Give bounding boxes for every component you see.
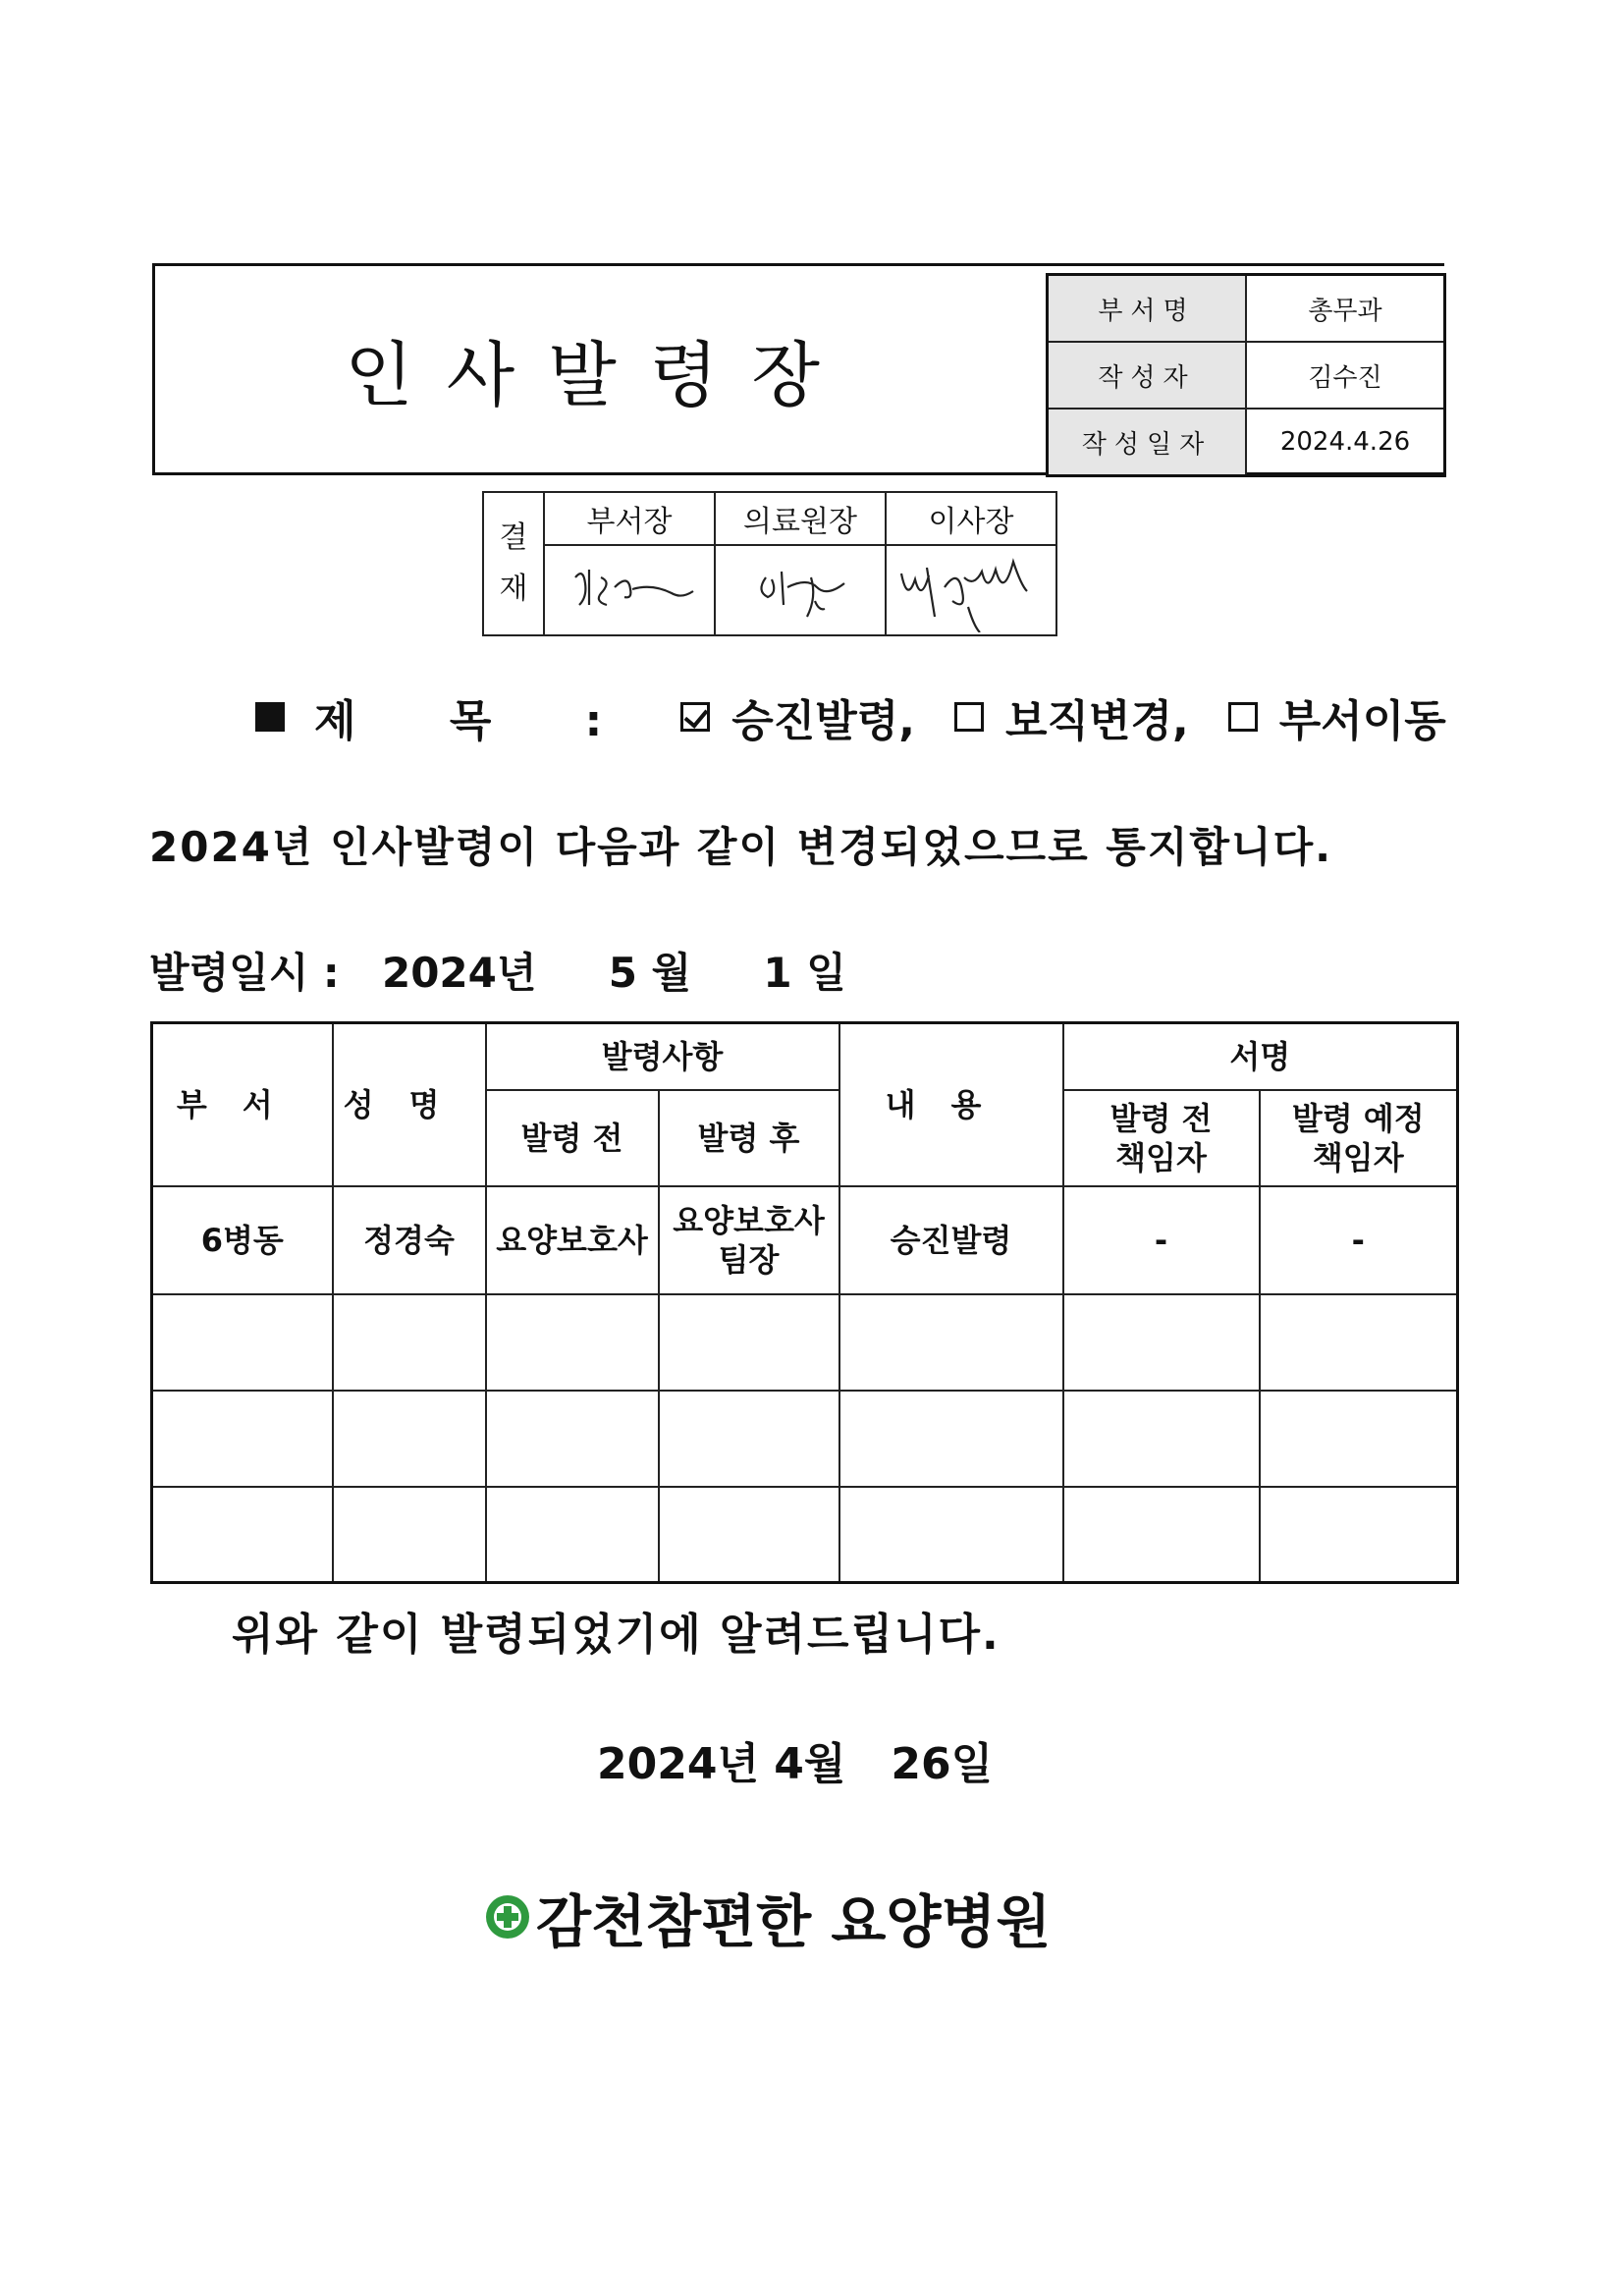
- meta-label-date: 작성일자: [1048, 409, 1247, 476]
- header-sig-after: 발령 예정 책임자: [1260, 1090, 1458, 1186]
- approval-role-director: 의료원장: [715, 492, 886, 545]
- header-dept: 부서: [152, 1023, 333, 1186]
- table-row-empty: [152, 1487, 1458, 1583]
- closing-text: 위와 같이 발령되었기에 알려드립니다.: [232, 1610, 1001, 1660]
- meta-value-department: 총무과: [1246, 275, 1445, 343]
- signature-chairman: [886, 545, 1056, 635]
- cell-content: 승진발령: [839, 1186, 1063, 1294]
- option-position-change: 보직변경,: [1004, 696, 1189, 746]
- effective-date-label: 발령일시 :: [149, 949, 340, 997]
- effective-date-day: 1 일: [763, 949, 846, 997]
- approval-side-label: [483, 492, 544, 635]
- subject-line: [255, 685, 1446, 748]
- meta-value-author: 김수진: [1246, 342, 1445, 409]
- checkbox-position-change[interactable]: [954, 702, 984, 732]
- header-content: 내용: [839, 1023, 1063, 1186]
- checkbox-department-transfer[interactable]: [1228, 702, 1258, 732]
- cell-after: 요양보호사 팀장: [659, 1186, 839, 1294]
- cell-dept: 6병동: [152, 1186, 333, 1294]
- signature-director: [715, 545, 886, 635]
- effective-date: [149, 941, 846, 1000]
- signature-dept-head: [544, 545, 715, 635]
- approval-role-chairman: 이사장: [886, 492, 1056, 545]
- signature-scribble-icon: [546, 548, 713, 632]
- meta-value-date: 2024.4.26: [1246, 409, 1445, 476]
- approval-side-label-2: 재: [499, 572, 528, 606]
- header-before: 발령 전: [486, 1090, 659, 1186]
- signature-scribble-icon: [717, 548, 884, 632]
- option-promotion: 승진발령,: [731, 696, 915, 746]
- organization-name: 감천참편한 요양병원: [483, 1876, 1051, 1958]
- approval-role-dept-head: 부서장: [544, 492, 715, 545]
- cell-name: 정경숙: [333, 1186, 486, 1294]
- header-order: 발령사항: [486, 1023, 839, 1090]
- effective-date-year: 2024년: [381, 949, 537, 997]
- cell-sig-after: -: [1260, 1186, 1458, 1294]
- option-department-transfer: 부서이동: [1278, 696, 1446, 746]
- approval-side-label-1: 결: [499, 520, 528, 555]
- header-name: 성명: [333, 1023, 486, 1186]
- header-sig-before: 발령 전 책임자: [1063, 1090, 1260, 1186]
- bullet-square-icon: [255, 702, 285, 732]
- table-row-empty: [152, 1294, 1458, 1391]
- effective-date-month: 5 월: [608, 949, 692, 997]
- hospital-logo-icon: [483, 1892, 532, 1941]
- document-meta-table: [1046, 273, 1446, 477]
- document-title: 인사발령장: [345, 334, 853, 416]
- signature-scribble-icon: [888, 548, 1055, 632]
- table-row-empty: [152, 1391, 1458, 1487]
- cell-before: 요양보호사: [486, 1186, 659, 1294]
- header-after: 발령 후: [659, 1090, 839, 1186]
- table-row: [152, 1186, 1458, 1294]
- checkbox-promotion[interactable]: [680, 702, 710, 732]
- cell-sig-before: -: [1063, 1186, 1260, 1294]
- personnel-order-table: [150, 1021, 1459, 1584]
- document-date: 2024년 4월 26일: [597, 1739, 994, 1789]
- meta-label-department: 부서명: [1048, 275, 1247, 343]
- header-signature: 서명: [1063, 1023, 1458, 1090]
- notice-text: 2024년 인사발령이 다음과 같이 변경되었으므로 통지합니다.: [149, 823, 1333, 871]
- subject-label: 제 목 :: [314, 696, 642, 746]
- approval-table: [482, 491, 1057, 636]
- meta-label-author: 작성자: [1048, 342, 1247, 409]
